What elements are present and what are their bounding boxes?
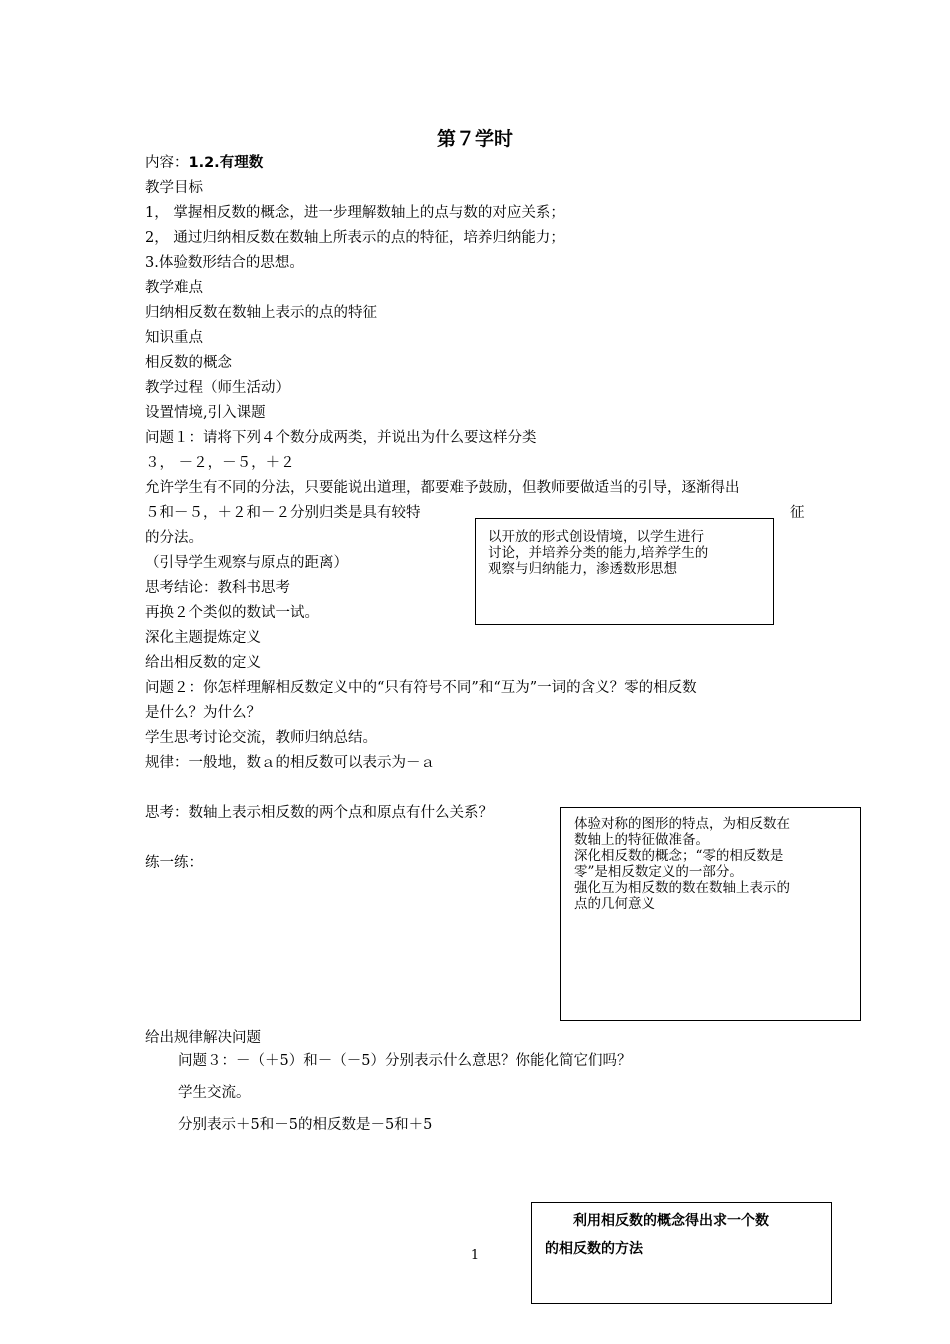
paragraph-line: ５和－５，＋２和－２分别归类是具有较特 [145,505,421,521]
margin-note-box [560,807,861,1021]
try-again: 再换２个类似的数试一试。 [145,605,319,621]
note-line: 观察与归纳能力，渗透数形思想 [488,561,677,577]
practice-line: 练一练： [145,855,203,871]
note-line: 点的几何意义 [574,896,655,912]
note-line: 数轴上的特征做准备。 [574,832,709,848]
objective-1: 1， 掌握相反数的概念，进一步理解数轴上的点与数的对应关系； [145,205,565,221]
key-point-text: 相反数的概念 [145,355,232,371]
student-exchange: 学生交流。 [178,1085,251,1101]
section-heading-difficulty: 教学难点 [145,280,203,296]
question-2-cont: 是什么？为什么？ [145,705,261,721]
numbers-list: ３， －２，－５，＋２ [145,455,295,471]
objective-3: 3.体验数形结合的思想。 [145,255,304,271]
objective-2: 2， 通过归纳相反数在数轴上所表示的点的特征，培养归纳能力； [145,230,565,246]
page-number: 1 [470,1248,480,1263]
note-line: 强化互为相反数的数在数轴上表示的 [574,880,790,896]
difficulty-text: 归纳相反数在数轴上表示的点的特征 [145,305,377,321]
think-line: 思考：数轴上表示相反数的两个点和原点有什么关系？ [145,805,493,821]
subheading-definition: 深化主题提炼定义 [145,630,261,646]
page-title: 第７学时 [436,128,513,150]
note-line: 的相反数的方法 [545,1241,643,1257]
discussion-line: 学生思考讨论交流，教师归纳总结。 [145,730,377,746]
note-line: 讨论，并培养分类的能力,培养学生的 [488,545,709,561]
section-heading-key-point: 知识重点 [145,330,203,346]
margin-note-box [475,518,774,625]
section-heading-process: 教学过程（师生活动） [145,380,290,396]
think-conclusion: 思考结论：教科书思考 [145,580,290,596]
note-line: 以开放的形式创设情境，以学生进行 [488,529,704,545]
give-definition: 给出相反数的定义 [145,655,261,671]
paragraph-line: 允许学生有不同的分法，只要能说出道理，都要难予鼓励，但教师要做适当的引导，逐渐得出 [145,480,740,496]
paragraph-line-end: 征 [790,505,805,521]
subheading-solve: 给出规律解决问题 [145,1030,261,1046]
rule-line: 规律：一般地，数ａ的相反数可以表示为－ａ [145,755,435,771]
content-line [145,153,263,173]
note-line: 体验对称的图形的特点，为相反数在 [574,816,790,832]
answer-line: 分别表示＋5和－5的相反数是－5和＋5 [178,1117,433,1133]
paragraph-line: 的分法。 [145,530,203,546]
question-2: 问题２：你怎样理解相反数定义中的“只有符号不同”和“互为”一词的含义？零的相反数 [145,680,697,696]
note-line: 零”是相反数定义的一部分。 [574,864,743,880]
content-value: 1.2.有理数 [188,155,264,171]
question-3: 问题３：－（＋5）和－（－5）分别表示什么意思？你能化简它们吗？ [178,1053,632,1069]
section-heading-objectives: 教学目标 [145,180,203,196]
content-label: 内容： [145,155,189,171]
note-line: 深化相反数的概念；“零的相反数是 [574,848,784,864]
note-line: 利用相反数的概念得出求一个数 [545,1213,769,1229]
guide-note: （引导学生观察与原点的距离） [145,555,348,571]
question-1: 问题１：请将下列４个数分成两类，并说出为什么要这样分类 [145,430,537,446]
subheading-scenario: 设置情境,引入课题 [145,405,266,421]
